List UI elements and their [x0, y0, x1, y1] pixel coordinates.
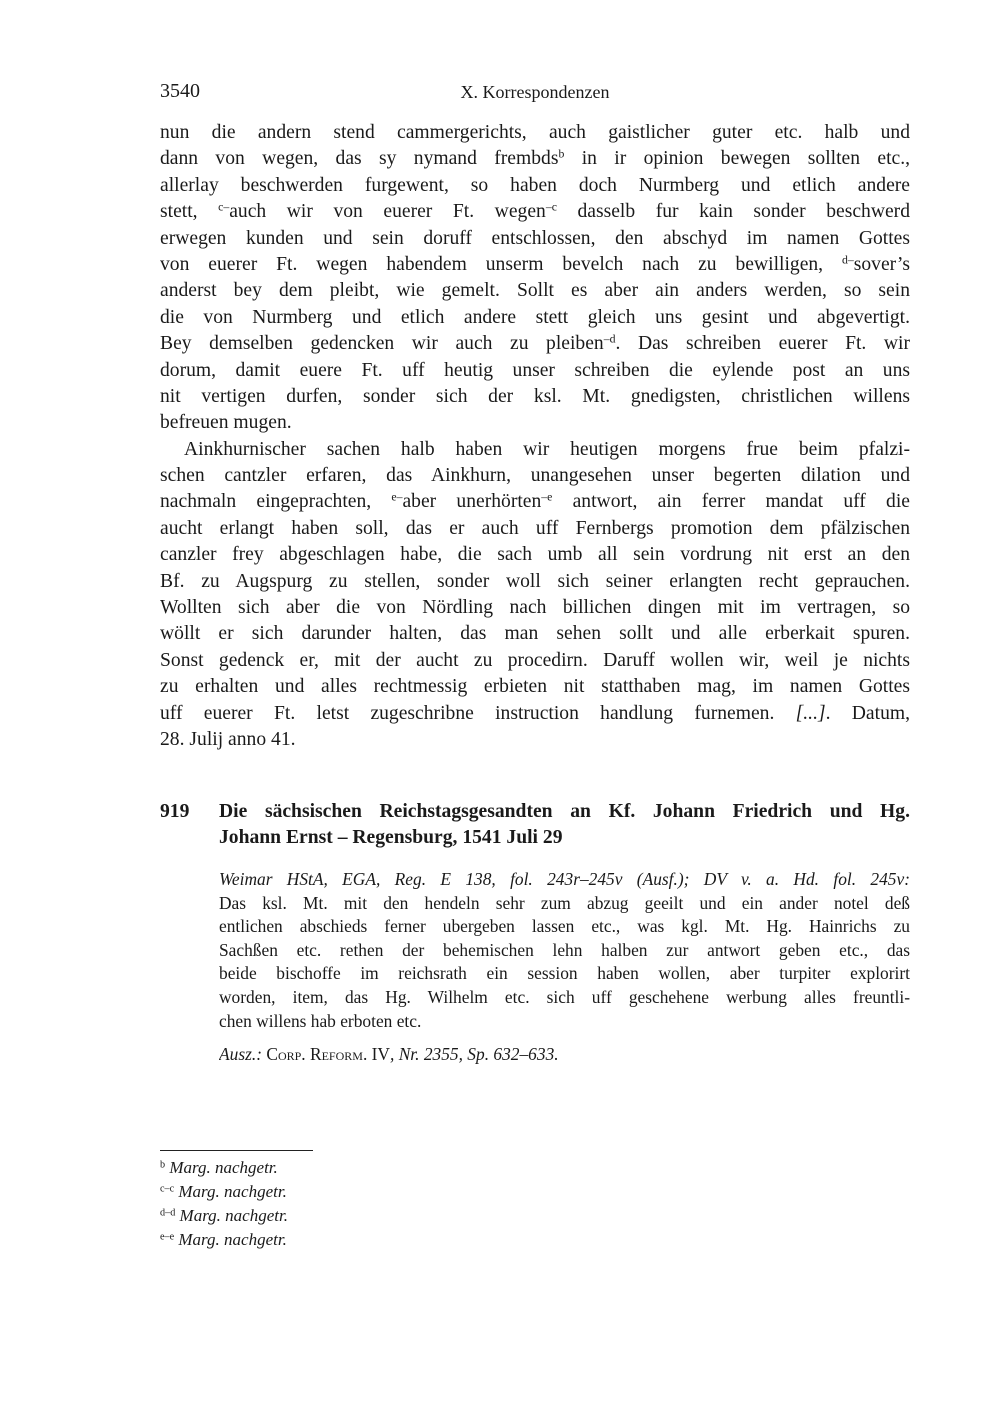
text-run: . Das schreiben euerer Ft. wir: [615, 333, 910, 355]
footnote-marker: –d: [603, 332, 616, 346]
text-run: Bf. zu Augspurg zu stellen, sonder woll sich seiner erlangten recht geprauchen.: [160, 570, 910, 592]
text-line: [160, 463, 910, 489]
footnote-marker: c–c: [160, 1183, 175, 1195]
footnote: [160, 1156, 560, 1180]
text-run: Sonst gedenck er, mit der aucht zu procedirn. Daruff wollen wir, weil je nichts: [160, 649, 910, 671]
source-line: [219, 986, 910, 1010]
text-line: [160, 727, 910, 753]
text-run: zu erhalten und alles rechtmessig erbieten nit statthaben mag, im namen Gottes: [160, 676, 910, 698]
document-number: 919: [160, 801, 190, 822]
footnote-marker: b: [558, 147, 565, 161]
text-run: die von Nurmberg und etlich andere stett gleich uns gesint und abgevertigt.: [160, 306, 910, 328]
footnote: [160, 1228, 560, 1252]
text-run: aber unerhörten: [402, 491, 542, 513]
footnote-marker: c–: [218, 200, 230, 214]
text-run: beide bischoffe im reichsrath ein session haben wollen, aber turpiter explorirt: [219, 963, 910, 984]
text-run: worden, item, das Hg. Wilhelm etc. sich uff geschehene werbung alles freuntli-: [219, 986, 910, 1007]
text-run: aucht erlangt haben soll, das er auch uff Fernbergs promotion dem pfälzischen: [160, 517, 910, 539]
footnote-marker: e–: [391, 491, 403, 505]
source-line: [219, 939, 910, 963]
text-line: [160, 278, 910, 304]
text-line: [160, 648, 910, 674]
text-run: nit vertigen durfen, sonder sich der ksl. Mt. gnedigsten, christlichen willens: [160, 385, 910, 407]
running-title: X. Korrespondenzen: [460, 82, 610, 102]
text-run: anderst bey dem pleibt, wie gemelt. Sollt es aber ain anders werden, so sein: [160, 280, 910, 302]
text-run: antwort, ain ferrer mandat uff die: [552, 491, 910, 513]
text-line: [160, 410, 910, 436]
footnote-marker: d–d: [160, 1207, 176, 1219]
text-line: [160, 489, 910, 515]
text-line: [160, 120, 910, 146]
text-run: chen willens hab erboten etc.: [219, 1010, 422, 1031]
edition-line: [219, 1043, 910, 1067]
text-line: [160, 384, 910, 410]
text-run: erwegen kunden und sein doruff entschlossen, den abschyd im namen Gottes: [160, 227, 910, 249]
italic-text: Marg. nachgetr.: [179, 1206, 288, 1225]
text-run: wöllt er sich darunder halten, das man sehen sollt und alle erberkait spuren.: [160, 623, 910, 645]
text-run: Bey demselben gedencken wir auch zu pleiben: [160, 333, 604, 355]
text-run: in ir opinion bewegen sollten etc.,: [564, 148, 910, 170]
text-run: nachmaln eingeprachten,: [160, 491, 392, 513]
text-run: IV: [367, 1044, 390, 1064]
footnote-marker: b: [160, 1159, 166, 1171]
footnotes: [160, 1156, 560, 1252]
text-line: [160, 542, 910, 568]
letter-body: [160, 120, 910, 753]
text-run: von euerer Ft. wegen habendem unserm bevelch nach zu bewilligen,: [160, 253, 842, 275]
text-line: [160, 146, 910, 172]
document-title: [219, 799, 910, 851]
text-line: [160, 674, 910, 700]
text-line: [160, 305, 910, 331]
text-run: schen cantzler erfaren, das Ainkhurn, unangesehen unser begerten dilation und: [160, 465, 910, 487]
text-run: auch wir von euerer Ft. wegen: [229, 201, 546, 223]
footnote-marker: e–e: [160, 1231, 175, 1243]
text-line: [160, 252, 910, 278]
edition-reference: [219, 1043, 910, 1067]
text-line: [160, 226, 910, 252]
text-run: Johann Ernst – Regensburg, 1541 Juli 29: [219, 827, 563, 848]
source-note: [219, 868, 910, 1033]
text-run: nun die andern stend cammergerichts, auch gaistlicher guter etc. halb und: [160, 122, 910, 143]
footnote-marker: –c: [545, 200, 557, 214]
document-heading: [160, 799, 910, 851]
italic-text: Marg. nachgetr.: [169, 1158, 278, 1177]
text-run: Das ksl. Mt. mit den hendeln sehr zum abzug geeilt und ein ander notel deß: [219, 892, 910, 913]
italic-text: Marg. nachgetr.: [178, 1230, 287, 1249]
page-header: [160, 80, 910, 106]
italic-text: Marg. nachgetr.: [178, 1182, 287, 1201]
text-line: [160, 358, 910, 384]
footnote: [160, 1204, 560, 1228]
title-line: [219, 825, 910, 851]
small-caps-text: Corp. Reform.: [266, 1044, 368, 1064]
source-line: [219, 915, 910, 939]
footnote-marker: d–: [842, 253, 854, 267]
text-run: befreuen mugen.: [160, 412, 292, 434]
italic-text: , Nr. 2355, Sp. 632–633.: [390, 1044, 559, 1064]
italic-text: Ausz.:: [219, 1044, 262, 1064]
footnote-divider: [160, 1150, 313, 1151]
text-run: Ainkhurnischer sachen halb haben wir heutigen morgens frue beim pfalzi-: [184, 438, 910, 460]
text-run: canzler frey abgeschlagen habe, die sach umb all sein vordrung nit erst an den: [160, 544, 910, 566]
text-line: [160, 173, 910, 199]
text-run: Sachßen etc. rethen der behemischen lehn halben zur antwort geben etc., das: [219, 939, 910, 960]
text-line: [160, 516, 910, 542]
footnote-marker: –e: [541, 491, 553, 505]
italic-text: Weimar HStA, EGA, Reg. E 138, fol. 243r–245v (Ausf.); DV v. a. Hd. fol. 245v:: [219, 869, 910, 889]
source-line: [219, 868, 910, 892]
text-run: sover’s: [853, 253, 910, 275]
text-run: dann von wegen, das sy nymand frembds: [160, 148, 559, 170]
source-line: [219, 1010, 910, 1034]
text-run: Wollten sich aber die von Nördling nach billichen dingen mit im vertragen, so: [160, 597, 910, 619]
text-line: [160, 437, 910, 463]
text-run: Die sächsischen Reichstagsgesandten an Kf. Johann Friedrich und Hg.: [219, 801, 910, 822]
text-run: stett,: [160, 201, 219, 223]
text-run: 28. Julij anno 41.: [160, 728, 296, 750]
source-line: [219, 962, 910, 986]
text-run: dorum, damit euere Ft. uff heutig unser schreiben die eylende post an uns: [160, 359, 910, 381]
page-number: 3540: [160, 80, 200, 102]
text-line: [160, 701, 910, 727]
footnote: [160, 1180, 560, 1204]
text-line: [160, 621, 910, 647]
text-line: [160, 595, 910, 621]
text-run: dasselb fur kain sonder beschwerd: [556, 201, 910, 223]
italic-text: [...]: [795, 702, 826, 724]
text-line: [160, 569, 910, 595]
text-run: entlichen abschieds ferner ubergeben lassen etc., was kgl. Mt. Hg. Hainrichs zu: [219, 916, 910, 937]
text-run: . Datum,: [825, 702, 910, 724]
text-line: [160, 199, 910, 225]
source-line: [219, 892, 910, 916]
text-run: uff euerer Ft. letst zugeschribne instruction handlung furnemen.: [160, 702, 796, 724]
text-line: [160, 331, 910, 357]
title-line: [219, 799, 910, 825]
text-run: allerlay beschwerden furgewent, so haben doch Nurmberg und etlich andere: [160, 174, 910, 196]
